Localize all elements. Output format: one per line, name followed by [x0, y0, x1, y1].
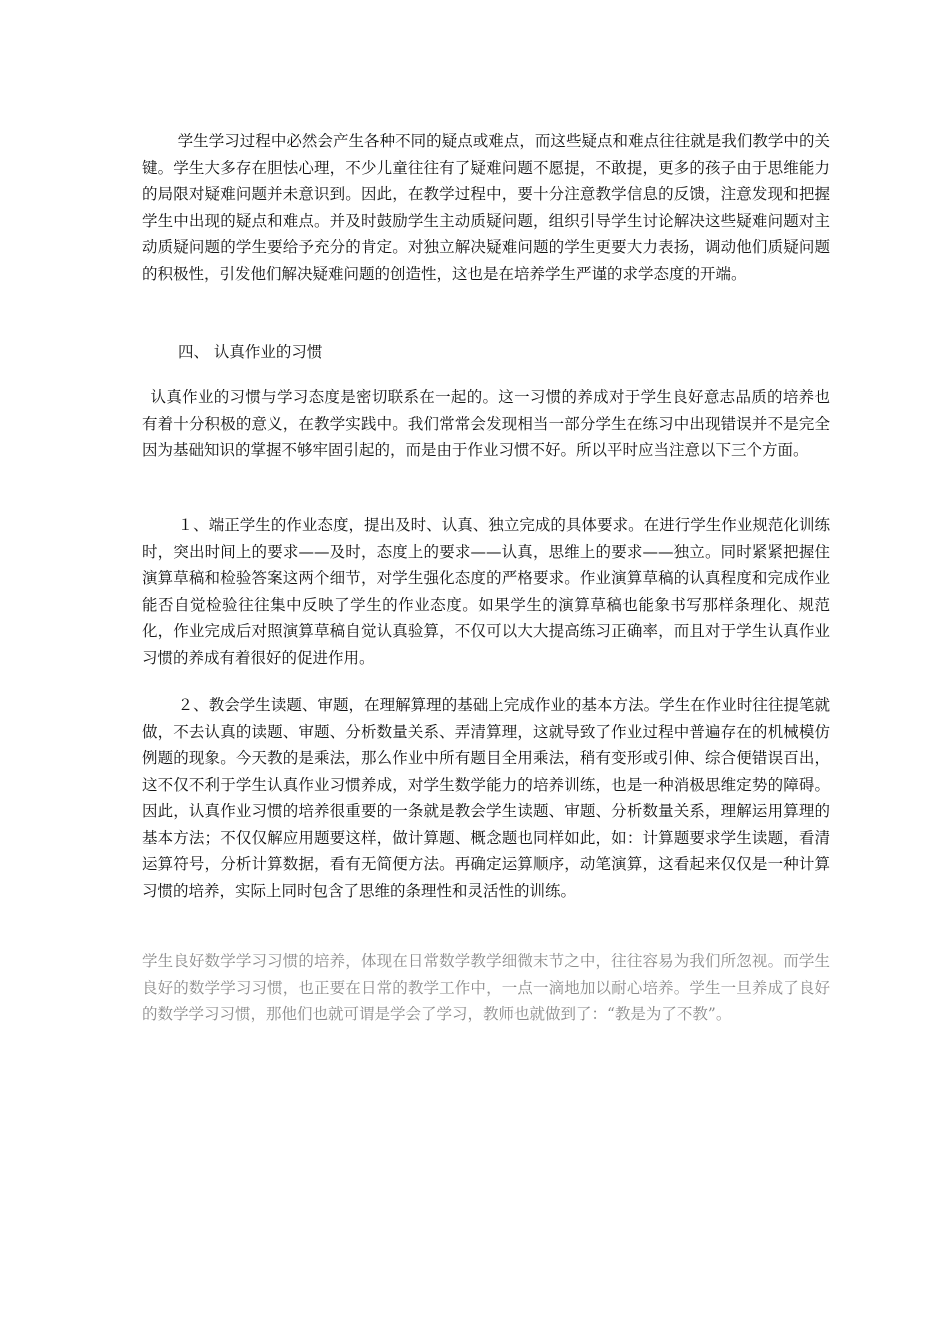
- section-heading-homework-habit: 四、 认真作业的习惯: [178, 343, 323, 361]
- paragraph-doubts-and-difficulties: 学生学习过程中必然会产生各种不同的疑点或难点，而这些疑点和难点往往就是我们教学中的关键。学生大多存在胆怯心理，不少儿童往往有了疑难问题不愿提，不敢提，更多的孩子由于思维能力的局限对疑难问题并未意识到。因此，在教学过程中，要十分注意教学信息的反馈，注意发现和把握学生中出现的疑点和难点。并及时鼓励学生主动质疑问题，组织引导学生讨论解决这些疑难问题对主动质疑问题的学生要给予充分的肯定。对独立解决疑难问题的学生更要大力表扬，调动他们质疑问题的积极性，引发他们解决疑难问题的创造性，这也是在培养学生严谨的求学态度的开端。: [142, 132, 830, 283]
- paragraph-homework-intro: 认真作业的习惯与学习态度是密切联系在一起的。这一习惯的养成对于学生良好意志品质的培养也有着十分积极的意义，在教学实践中。我们常常会发现相当一部分学生在练习中出现错误并不是完全因为基础知识的掌握不够牢固引起的，而是由于作业习惯不好。所以平时应当注意以下三个方面。: [142, 388, 830, 459]
- list-item-homework-attitude: １、端正学生的作业态度，提出及时、认真、独立完成的具体要求。在进行学生作业规范化训练时，突出时间上的要求——及时，态度上的要求——认真，思维上的要求——独立。同时紧紧把握住演算草稿和检验答案这两个细节，对学生强化态度的严格要求。作业演算草稿的认真程度和完成作业能否自觉检验往往集中反映了学生的作业态度。如果学生的演算草稿也能象书写那样条理化、规范化，作业完成后对照演算草稿自觉认真验算，不仅可以大大提高练习正确率，而且对于学生认真作业习惯的养成有着很好的促进作用。: [142, 516, 830, 667]
- closing-note: 学生良好数学学习习惯的培养，体现在日常数学教学细微末节之中，往往容易为我们所忽视。而学生良好的数学学习习惯，也正要在日常的教学工作中，一点一滴地加以耐心培养。学生一旦养成了良好的数学学习习惯，那他们也就可谓是学会了学习，教师也就做到了：“教是为了不教”。: [142, 952, 830, 1023]
- list-item-reading-questions: ２、教会学生读题、审题，在理解算理的基础上完成作业的基本方法。学生在作业时往往提笔就做，不去认真的读题、审题、分析数量关系、弄清算理，这就导致了作业过程中普遍存在的机械模仿例题的现象。今天教的是乘法，那么作业中所有题目全用乘法，稍有变形或引伸、综合便错误百出，这不仅不利于学生认真作业习惯养成，对学生数学能力的培养训练，也是一种消极思维定势的障碍。因此，认真作业习惯的培养很重要的一条就是教会学生读题、审题、分析数量关系，理解运用算理的基本方法；不仅仅解应用题要这样，做计算题、概念题也同样如此，如：计算题要求学生读题，看清运算符号，分析计算数据，看有无简便方法。再确定运算顺序，动笔演算，这看起来仅仅是一种计算习惯的培养，实际上同时包含了思维的条理性和灵活性的训练。: [142, 696, 830, 900]
